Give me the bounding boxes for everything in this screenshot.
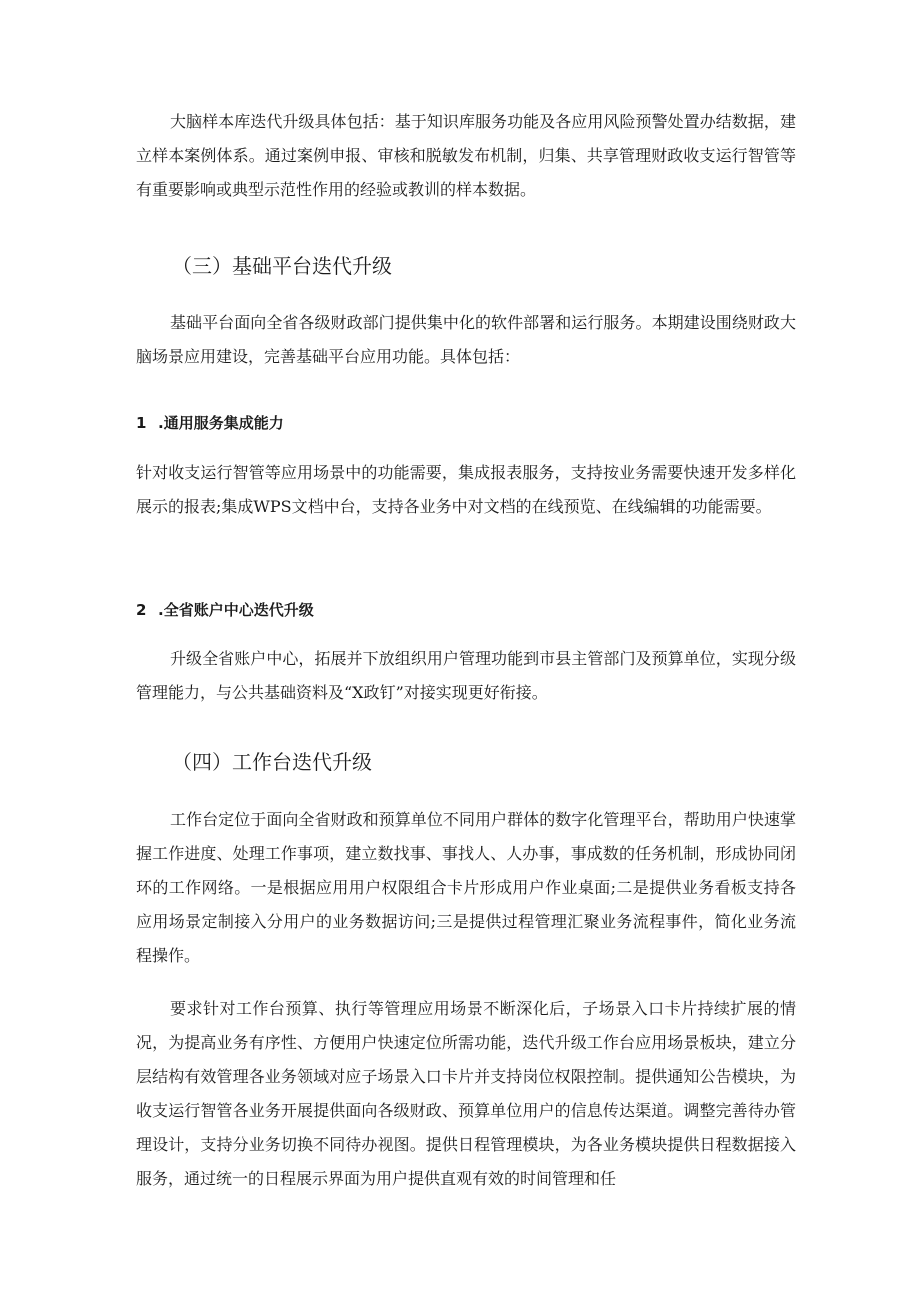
heading-text: .全省账户中心迭代升级 [158, 601, 314, 619]
heading-text: .通用服务集成能力 [158, 414, 284, 432]
paragraph-general-service-integration: 针对收支运行智管等应用场景中的功能需要，集成报表服务，支持按业务需要快速开发多样化展示的报表;集成WPS文档中台，支持各业务中对文档的在线预览、在线编辑的功能需要。 [136, 463, 796, 516]
paragraph-workbench-requirements: 要求针对工作台预算、执行等管理应用场景不断深化后，子场景入口卡片持续扩展的情况，为提高业务有序性、方便用户快速定位所需功能，迭代升级工作台应用场景板块，建立分层结构有效管理各业务领域对应子场景入口卡片并支持岗位权限控制。提供通知公告模块，为收支运行智管各业务开展提供面向各级财政、预算单位用户的信息传达渠道。调整完善待办管理设计，支持分业务切换不同待办视图。提供日程管理模块，为各业务模块提供日程数据接入服务，通过统一的日程展示界面为用户提供直观有效的时间管理和任 [136, 999, 796, 1188]
heading-workbench: （四）工作台迭代升级 [172, 750, 372, 774]
paragraph-sample-library: 大脑样本库迭代升级具体包括：基于知识库服务功能及各应用风险预警处置办结数据，建立样本案例体系。通过案例申报、审核和脱敏发布机制，归集、共享管理财政收支运行智管等有重要影响或典型示范性作用的经验或教训的样本数据。 [136, 112, 796, 199]
heading-general-service-integration [136, 410, 284, 436]
heading-number: 1 [136, 414, 147, 432]
paragraph-account-center: 升级全省账户中心，拓展并下放组织用户管理功能到市县主管部门及预算单位，实现分级管理能力，与公共基础资料及“X政钉”对接实现更好衔接。 [136, 649, 796, 702]
paragraph-basic-platform: 基础平台面向全省各级财政部门提供集中化的软件部署和运行服务。本期建设围绕财政大脑场景应用建设，完善基础平台应用功能。具体包括： [136, 313, 796, 366]
heading-account-center [136, 597, 314, 623]
heading-basic-platform: （三）基础平台迭代升级 [172, 254, 392, 278]
paragraph-workbench-positioning: 工作台定位于面向全省财政和预算单位不同用户群体的数字化管理平台，帮助用户快速掌握工作进度、处理工作事项，建立数找事、事找人、人办事，事成数的任务机制，形成协同闭环的工作网络。一是根据应用用户权限组合卡片形成用户作业桌面;二是提供业务看板支持各应用场景定制接入分用户的业务数据访问;三是提供过程管理汇聚业务流程事件，简化业务流程操作。 [136, 810, 796, 965]
heading-number: 2 [136, 601, 147, 619]
